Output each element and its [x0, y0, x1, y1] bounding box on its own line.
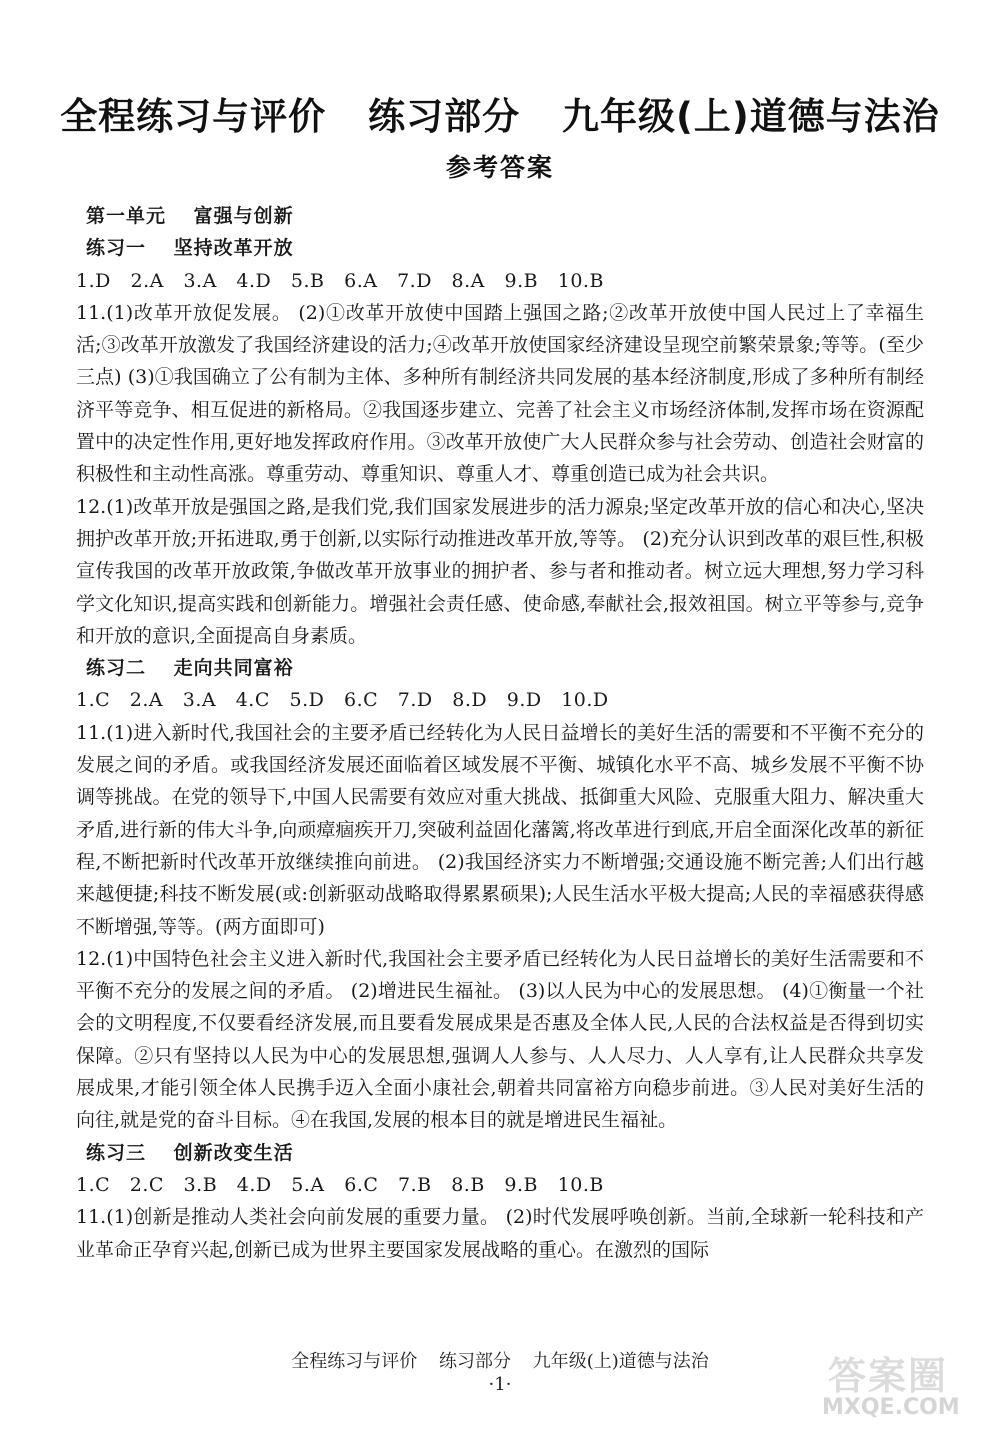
title-part-book: 全程练习与评价: [60, 95, 327, 138]
exercise-name: 走向共同富裕: [173, 657, 294, 680]
footer-section: 练习部分: [438, 1351, 511, 1372]
answer-content: [76, 200, 924, 1266]
exercise-name: 坚持改革开放: [173, 237, 294, 260]
exercise-heading: [76, 1137, 924, 1169]
exercise-number: 练习一: [86, 237, 147, 260]
answer-paragraph: 11.(1)创新是推动人类社会向前发展的重要力量。 (2)时代发展呼唤创新。当前,全球新一轮科技和产业革命正孕育兴起,创新已成为世界主要国家发展战略的重心。在激烈的国际: [76, 1206, 924, 1261]
exercise-number: 练习二: [86, 657, 147, 680]
exercise-heading: [76, 652, 924, 684]
answer-paragraph: 11.(1)改革开放促发展。 (2)①改革开放使中国踏上强国之路;②改革开放使中国人民过上了幸福生活;③改革开放激发了我国经济建设的活力;④改革开放使国家经济建设呈现空前繁荣景象;等等。(至少三点) (3)①我国确立了公有制为主体、多种所有制经济共同发展的基本经济制度,形成了多种所有制经济平等竞争、相互促进的新格局。②我国逐步建立、完善了社会主义市场经济体制,发挥市场在资源配置中的决定性作用,更好地发挥政府作用。③改革开放使广大人民群众参与社会劳动、创造社会财富的积极性和主动性高涨。尊重劳动、尊重知识、尊重人才、尊重创造已成为社会共识。: [76, 301, 924, 486]
answer-paragraph: 12.(1)改革开放是强国之路,是我们党,我们国家发展进步的活力源泉;坚定改革开放的信心和决心,坚决拥护改革开放;开拓进取,勇于创新,以实际行动推进改革开放,等等。 (2)充分认识到改革的艰巨性,积极宣传我国的改革开放政策,争做改革开放事业的拥护者、参与者和推动者。树立远大理想,努力学习科学文化知识,提高实践和创新能力。增强社会责任感、使命感,奉献社会,报效祖国。树立平等参与,竞争和开放的意识,全面提高自身素质。: [76, 495, 924, 647]
watermark-logo: 答案圈: [828, 1354, 949, 1398]
unit-number: 第一单元: [86, 205, 167, 227]
exercise-heading: [76, 232, 924, 264]
footer-book: 全程练习与评价: [291, 1351, 418, 1372]
answer-paragraph: 12.(1)中国特色社会主义进入新时代,我国社会主要矛盾已经转化为人民日益增长的美好生活需要和不平衡不充分的发展之间的矛盾。 (2)增进民生福祉。 (3)以人民为中心的发展思想。 (4)①衡量一个社会的文明程度,不仅要看经济发展,而且要看发展成果是否惠及全体人民,人民的合法权益是否得到切实保障。②只有坚持以人民为中心的发展思想,强调人人参与、人人尽力、人人享有,让人民群众共享发展成果,才能引领全体人民携手迈入全面小康社会,朝着共同富裕方向稳步前进。③人民对美好生活的向往,就是党的奋斗目标。④在我国,发展的根本目的就是增进民生福祉。: [76, 947, 924, 1132]
watermark: [822, 1345, 982, 1425]
exercise-number: 练习三: [86, 1141, 147, 1164]
title-part-section: 练习部分: [368, 95, 521, 138]
answer-paragraph: 11.(1)进入新时代,我国社会的主要矛盾已经转化为人民日益增长的美好生活的需要和不平衡不充分的发展之间的矛盾。或我国经济发展还面临着区域发展不平衡、城镇化水平不高、城乡发展不平衡不协调等挑战。在党的领导下,中国人民需要有效应对重大挑战、抵御重大风险、克服重大阻力、解决重大矛盾,进行新的伟大斗争,向顽瘴痼疾开刀,突破利益固化藩篱,将改革进行到底,开启全面深化改革的新征程,不断把新时代改革开放继续推向前进。 (2)我国经济实力不断增强;交通设施不断完善;人们出行越来越便捷;科技不断发展(或:创新驱动战略取得累累硕果);人民生活水平极大提高;人民的幸福感获得感不断增强,等等。(两方面即可): [76, 721, 924, 938]
unit-heading: [76, 200, 924, 232]
footer-subject: 九年级(上)道德与法治: [532, 1351, 709, 1372]
page-title: [0, 86, 1000, 140]
choice-answers: 1.D 2.A 3.A 4.D 5.B 6.A 7.D 8.A 9.B 10.B: [76, 269, 604, 292]
watermark-site: MXQE.COM: [822, 1395, 960, 1420]
unit-name: 富强与创新: [193, 205, 294, 227]
page-subtitle: 参考答案: [445, 153, 554, 182]
title-part-subject: 九年级(上)道德与法治: [561, 95, 940, 138]
choice-answers: 1.C 2.A 3.A 4.C 5.D 6.C 7.D 8.D 9.D 10.D: [76, 689, 609, 712]
choice-answers: 1.C 2.C 3.B 4.D 5.A 6.C 7.B 8.B 9.B 10.B: [76, 1173, 604, 1196]
exercise-name: 创新改变生活: [173, 1141, 294, 1164]
page-number: ·1·: [488, 1374, 512, 1395]
